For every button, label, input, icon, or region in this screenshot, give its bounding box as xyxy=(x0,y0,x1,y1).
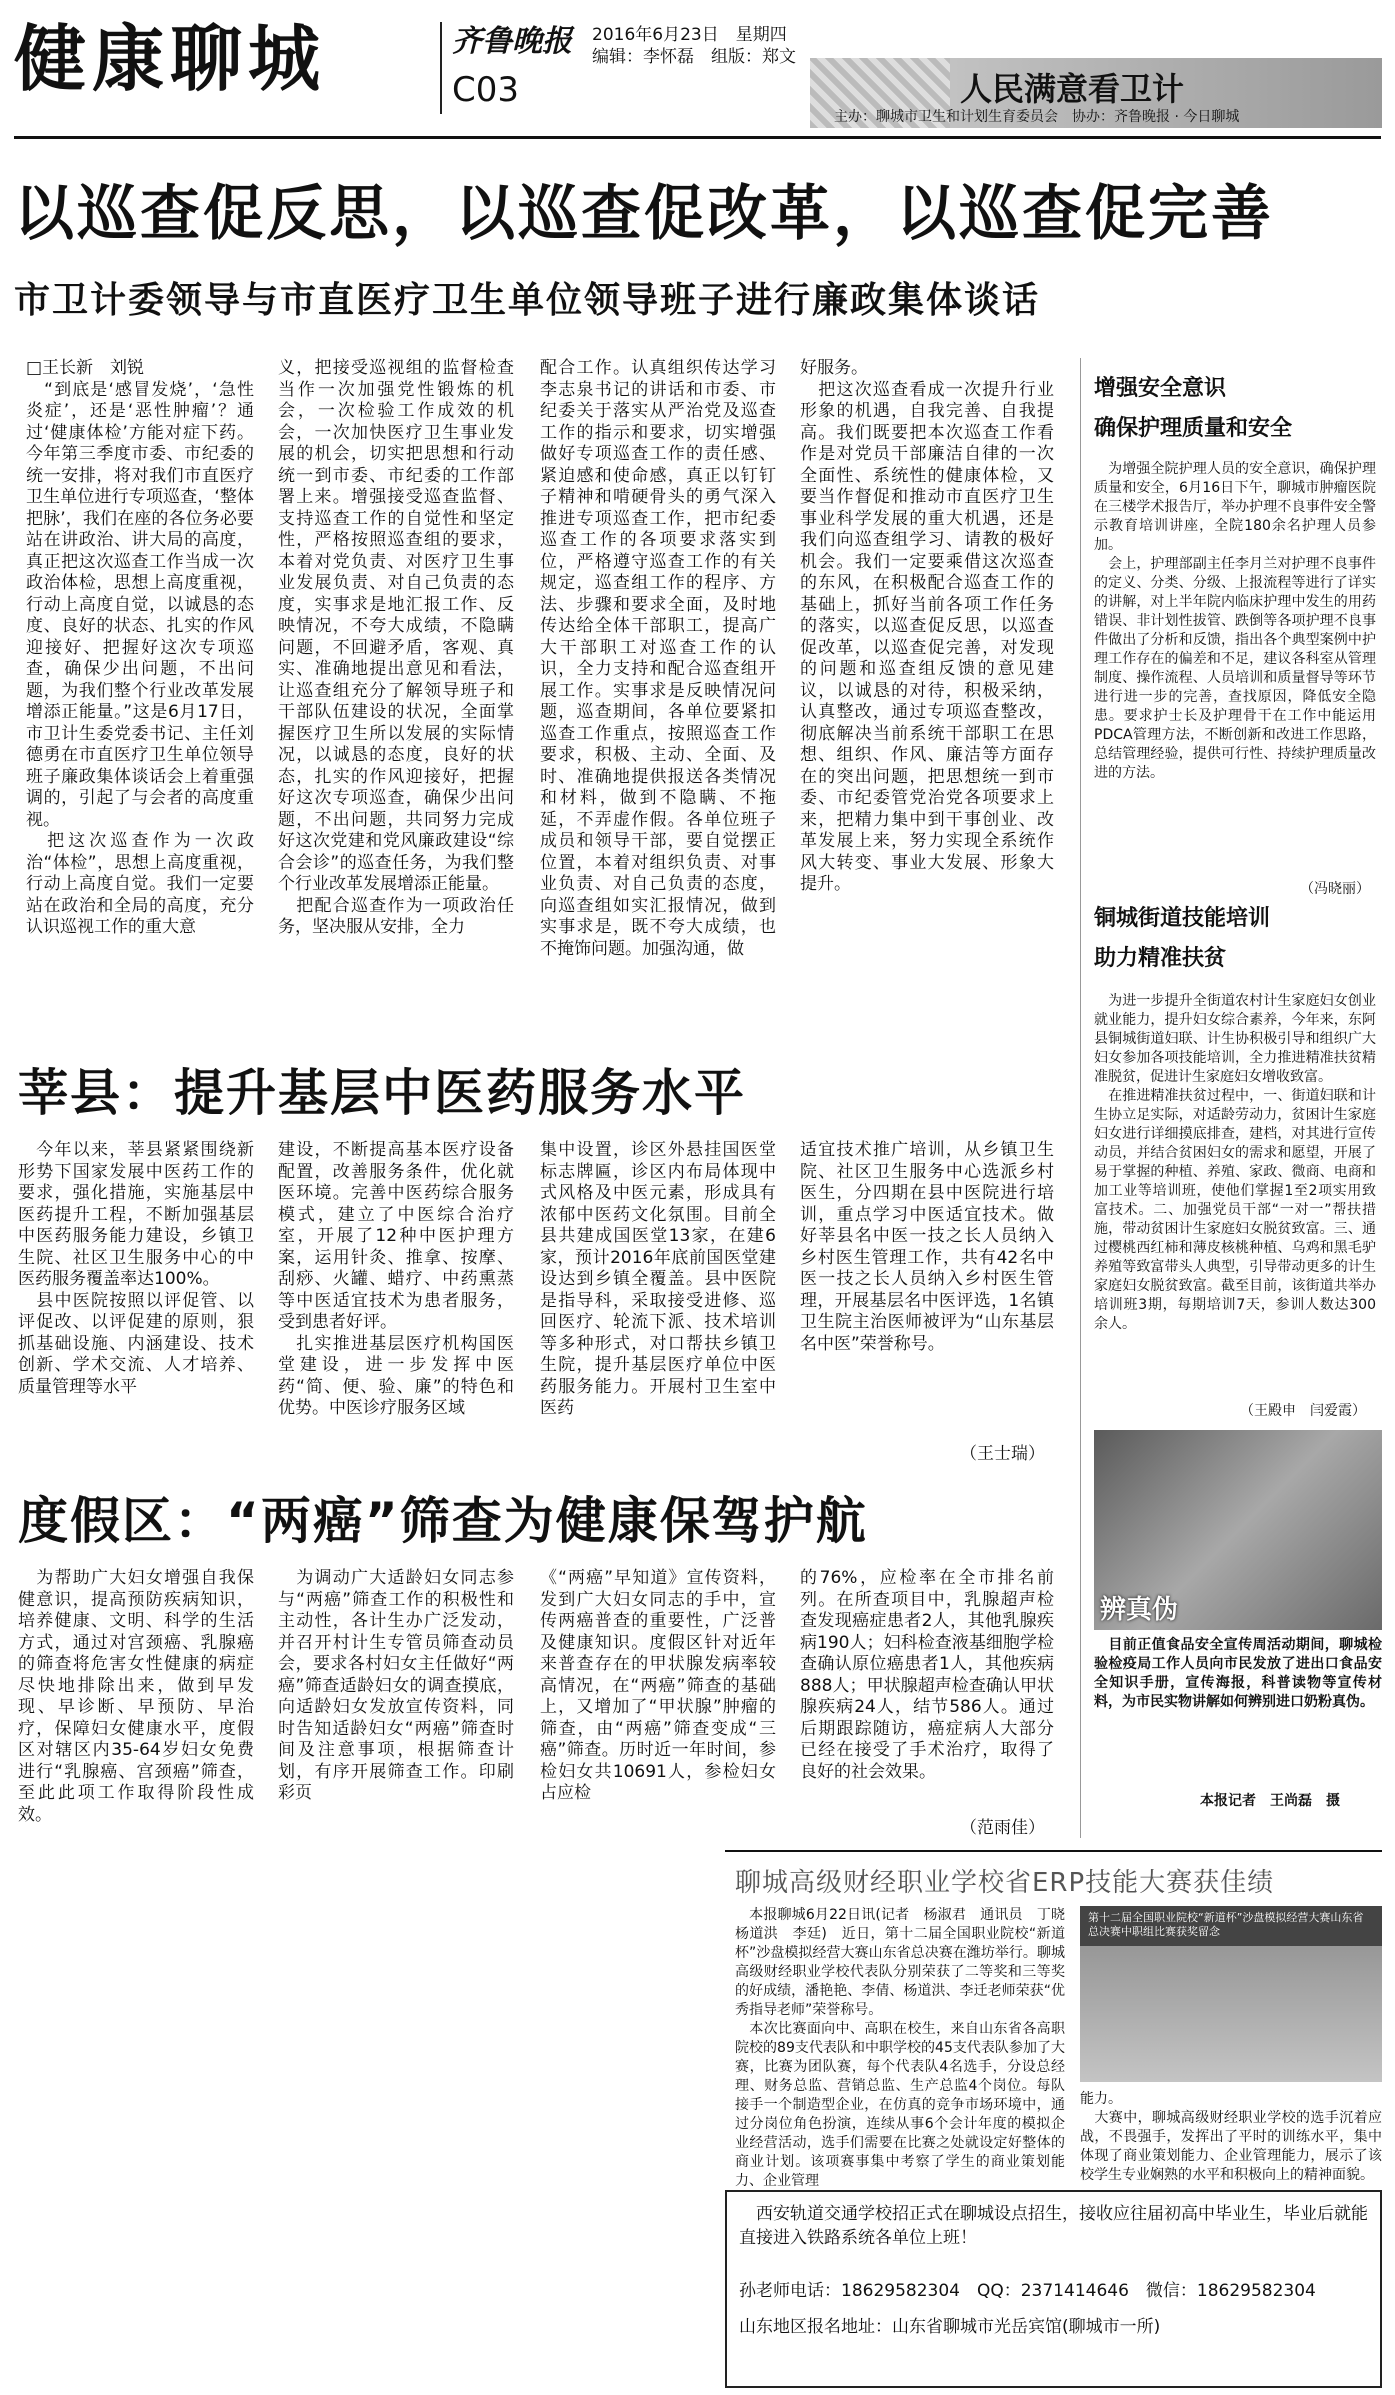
ad-line-1: 西安轨道交通学校招正式在聊城设点招生，接收应往届初高中毕业生，毕业后就能直接进入铁路系统各单位上班！ xyxy=(739,2204,1368,2248)
photo-award-ceremony xyxy=(1080,1906,1382,2082)
masthead-divider xyxy=(440,22,442,114)
side2-body: 为进一步提升全街道农村计生家庭妇女创业就业能力，提升妇女综合素养，今年来，东阿县铜城街道妇联、计生协积极引导和组织广大妇女参加各项技能培训，全力推进精准扶贫精准脱贫，促进计生家庭妇女增收致富。 在推进精准扶贫过程中，一、街道妇联和计生协立足实际，对适龄劳动力，贫困计生家庭妇女进行详细摸底排查，建档，对其进行宣传动员，并结合贫困妇女的需求和愿望，开展了易于掌握的种植、养殖、家政、微商、电商和加工业等培训班，使他们掌握1至2项实用致富技术。二、加强党员干部“一对一”帮扶措施，带动贫困计生家庭妇女脱贫致富。三、通过樱桃西红柿和薄皮核桃种植、乌鸡和黑毛驴养殖等致富带头人典型，引导带动更多的计生家庭妇女脱贫致富。截至目前，该街道共举办培训班3期，每期培训7天，参训人数达300余人。 xyxy=(1094,993,1376,1332)
paper-name: 齐鲁晚报 xyxy=(452,24,572,59)
article2-column-4: 适宜技术推广培训，从乡镇卫生院、社区卫生服务中心选派乡村医生，分四期在县中医院进行培训，重点学习中医适宜技术。做好莘县名中医一技之长人员纳入乡村医生管理工作，共有42名中医一技之长人员纳入乡村医生管理，开展基层名中医评选，1名镇卫生院主治医师被评为“山东基层名中医”荣誉称号。 xyxy=(800,1140,1054,1354)
side1-headline-2: 确保护理质量和安全 xyxy=(1094,416,1293,441)
article3-headline: 度假区：“两癌”筛查为健康保驾护航 xyxy=(18,1492,868,1550)
article2-headline: 莘县：提升基层中医药服务水平 xyxy=(18,1064,746,1122)
article4-rule xyxy=(725,1850,1382,1852)
article3-column-3: 《“两癌”早知道》宣传资料，发到广大妇女同志的手中，宣传两癌普查的重要性，广泛普及健康知识。度假区针对近年来普查存在的甲状腺发病率较高情况，在“两癌”筛查的基础上，又增加了“甲状腺”肿瘤的筛查，由“两癌”筛查变成“三癌”筛查。历时近一年时间，参检妇女共10691人，参检妇女占应检 xyxy=(540,1568,776,1803)
photo-credit: 本报记者 王尚磊 摄 xyxy=(1200,1793,1340,1809)
editor-line: 编辑：李怀磊 组版：郑文 xyxy=(592,47,796,67)
masthead-rule xyxy=(14,136,1381,139)
column-banner xyxy=(810,58,1382,128)
article2-column-3: 集中设置，诊区外悬挂国医堂标志牌匾，诊区内布局体现中式风格及中医元素，形成具有浓郁中医药文化氛围。目前全县共建成国医堂13家，在建6家，预计2016年底前国医堂建设达到乡镇全覆盖。县中医院是指导科，采取接受进修、巡回医疗、轮流下派、技术培训等多种形式，对口帮扶乡镇卫生院，提升基层医疗单位中医药服务能力。开展村卫生室中医药 xyxy=(540,1140,776,1418)
side2-byline: （王殿申 闫爱霞） xyxy=(1240,1403,1366,1419)
publication-date: 2016年6月23日 星期四 xyxy=(592,25,787,45)
article4-right-text: 能力。 大赛中，聊城高级财经职业学校的选手沉着应战，不畏强手，发挥出了平时的训练水平，集中体现了商业策划能力、企业管理能力，展示了该校学生专业娴熟的水平和积极向上的精神面貌。 xyxy=(1080,2091,1382,2183)
page-code: C03 xyxy=(452,70,520,110)
article2-column-2: 建设，不断提高基本医疗设备配置，改善服务条件，优化就医环境。完善中医药综合服务模式，建立了中医综合治疗室，开展了12种中医护理方案，运用针灸、推拿、按摩、刮痧、火罐、蜡疗、中药熏蒸等中医适宜技术为患者服务，受到患者好评。 扎实推进基层医疗机构国医堂建设，进一步发挥中医药“简、便、验、廉”的特色和优势。中医诊疗服务区域 xyxy=(278,1140,514,1418)
photo-caption: 目前正值食品安全宣传周活动期间，聊城检验检疫局工作人员向市民发放了进出口食品安全知识手册，宣传海报，科普读物等宣传材料，为市民实物讲解如何辨别进口奶粉真伪。 xyxy=(1094,1637,1382,1710)
ad-line-3: 山东地区报名地址：山东省聊城市光岳宾馆(聊城市一所) xyxy=(739,2317,1161,2337)
side1-headline-1: 增强安全意识 xyxy=(1094,376,1227,401)
banner-sponsors: 主办：聊城市卫生和计划生育委员会 协办：齐鲁晚报 · 今日聊城 xyxy=(834,109,1240,125)
article3-column-4: 的76%，应检率在全市排名前列。在所查项目中，乳腺超声检查发现癌症患者2人，其他乳腺疾病190人；妇科检查液基细胞学检查确认原位癌患者1人，其他疾病888人；甲状腺超声检查确认甲状腺疾病24人，结节586人。通过后期跟踪随访，癌症病人大部分已经在接受了手术治疗，取得了良好的社会效果。 xyxy=(800,1568,1054,1782)
lead-column-1: □王长新 刘锐 “到底是‘感冒发烧’，‘急性炎症’，还是‘恶性肿瘤’？通过‘健康体检’方能对症下药。今年第三季度市委、市纪委的统一安排，将对我们市直医疗卫生单位进行专项巡查，‘整体把脉’，我们在座的各位务必要站在讲政治、讲大局的高度，真正把这次巡查工作当成一次政治体检，思想上高度重视，行动上高度自觉，以诚恳的态度、良好的状态、扎实的作风迎接好、把握好这次专项巡查，确保少出问题，不出问题，为我们整个行业改革发展增添正能量。”这是6月17日，市卫计生委党委书记、主任刘德勇在市直医疗卫生单位领导班子廉政集体谈话会上着重强调的，引起了与会者的高度重视。 把这次巡查作为一次政治“体检”，思想上高度重视，行动上高度自觉。我们一定要站在政治和全局的高度，充分认识巡视工作的重大意 xyxy=(26,358,254,937)
photo-tag: 辨真伪 xyxy=(1100,1595,1179,1625)
section-title: 健康聊城 xyxy=(14,17,327,101)
side2-headline-1: 铜城街道技能培训 xyxy=(1094,906,1271,931)
article2-byline: （王士瑞） xyxy=(960,1444,1045,1464)
photo-inspection xyxy=(1094,1430,1382,1630)
article4-body: 本报聊城6月22日讯(记者 杨淑君 通讯员 丁晓 杨道洪 李廷) 近日，第十二届全国职业院校“新道杯”沙盘模拟经营大赛山东省总决赛在潍坊举行。聊城高级财经职业学校代表队分别荣获了二等奖和三等奖的好成绩，潘艳艳、李倩、杨道洪、李迁老师荣获“优秀指导老师”荣誉称号。 本次比赛面向中、高职在校生，来自山东省各高职院校的89支代表队和中职学校的45支代表队参加了大赛，比赛为团队赛，每个代表队4名选手，分设总经理、财务总监、营销总监、生产总监4个岗位。每队接手一个制造型企业，在仿真的竞争市场环境中，通过分岗位角色扮演，连续从事6个会计年度的模拟企业经营活动，选手们需要在比赛之处就设定好整体的商业计划。该项赛事集中考察了学生的商业策划能力、企业管理 xyxy=(735,1907,1065,2189)
lead-headline: 以巡查促反思，以巡查促改革，以巡查促完善 xyxy=(14,179,1274,249)
article2-column-1: 今年以来，莘县紧紧围绕新形势下国家发展中医药工作的要求，强化措施，实施基层中医药提升工程，不断加强基层中医药服务能力建设，乡镇卫生院、社区卫生服务中心的中医药服务覆盖率达100%。 县中医院按照以评促管、以评促改、以评促建的原则，狠抓基础设施、内涵建设、技术创新、学术交流、人才培养、质量管理等水平 xyxy=(18,1140,254,1397)
side2-headline-2: 助力精准扶贫 xyxy=(1094,946,1227,971)
article3-byline: （范雨佳） xyxy=(960,1818,1045,1838)
lead-subheadline: 市卫计委领导与市直医疗卫生单位领导班子进行廉政集体谈话 xyxy=(14,280,1041,321)
photo-banner-text: 第十二届全国职业院校“新道杯”沙盘模拟经营大赛山东省总决赛中职组比赛获奖留念 xyxy=(1080,1906,1382,1946)
side1-body: 为增强全院护理人员的安全意识，确保护理质量和安全，6月16日下午，聊城市肿瘤医院在三楼学术报告厅，举办护理不良事件安全警示教育培训讲座，全院180余名护理人员参加。 会上，护理部副主任李月兰对护理不良事件的定义、分类、分级、上报流程等进行了详实的讲解，对上半年院内临床护理中发生的用药错误、非计划性拔管、跌倒等各项护理不良事件做出了分析和反馈，指出各个典型案例中护理工作存在的偏差和不足，建议各科室从管理制度、操作流程、人员培训和质量督导等环节进行进一步的完善，查找原因，降低安全隐患。要求护士长及护理骨干在工作中能运用PDCA管理方法，不断创新和改进工作思路，总结管理经验，提供可行性、持续护理质量改进的方法。 xyxy=(1094,461,1376,781)
article4-headline: 聊城高级财经职业学校省ERP技能大赛获佳绩 xyxy=(735,1868,1275,1898)
article3-column-2: 为调动广大适龄妇女同志参与“两癌”筛查工作的积极性和主动性，各计生办广泛发动，并召开村计生专管员筛查动员会，要求各村妇女主任做好“两癌”筛查适龄妇女的调查摸底，向适龄妇女发放宣传资料，同时告知适龄妇女“两癌”筛查时间及注意事项，根据筛查计划，有序开展筛查工作。印刷彩页 xyxy=(278,1568,514,1803)
side1-byline: （冯晓丽） xyxy=(1300,881,1370,897)
ad-line-2: 孙老师电话：18629582304 QQ：2371414646 微信：18629582304 xyxy=(739,2281,1316,2301)
article3-column-1: 为帮助广大妇女增强自我保健意识，提高预防疾病知识，培养健康、文明、科学的生活方式，通过对宫颈癌、乳腺癌的筛查将危害女性健康的病症尽快地排除出来，做到早发现、早诊断、早预防、早治疗，保障妇女健康水平，度假区对辖区内35-64岁妇女免费进行“乳腺癌、宫颈癌”筛查，至此此项工作取得阶段性成效。 xyxy=(18,1568,254,1825)
sidebar-rule xyxy=(1080,358,1081,1838)
banner-title: 人民满意看卫计 xyxy=(960,70,1185,108)
lead-column-4: 好服务。 把这次巡查看成一次提升行业形象的机遇，自我完善、自我提高。我们既要把本次巡查工作看作是对党员干部廉洁自律的一次全面性、系统性的健康体检，又要当作督促和推动市直医疗卫生事业科学发展的重大机遇，还是我们向巡查组学习、请教的极好机会。我们一定要乘借这次巡查的东风，在积极配合巡查工作的基础上，抓好当前各项工作任务的落实，以巡查促反思，以巡查促改革，以巡查促完善，对发现的问题和巡查组反馈的意见建议，以诚恳的对待，积极采纳，认真整改，通过专项巡查整改，彻底解决当前系统干部职工在思想、组织、作风、廉洁等方面存在的突出问题，把思想统一到市委、市纪委管党治党各项要求上来，把精力集中到干事创业、改革发展上来，努力实现全系统作风大转变、事业大发展、形象大提升。 xyxy=(800,358,1054,894)
lead-column-2: 义，把接受巡视组的监督检查当作一次加强党性锻炼的机会，一次检验工作成效的机会，一次加快医疗卫生事业发展的机会，切实把思想和行动统一到市委、市纪委的工作部署上来。增强接受巡查监督、支持巡查工作的自觉性和坚定性，严格按照巡查组的要求，本着对党负责、对医疗卫生事业发展负责、对自己负责的态度，实事求是地汇报工作、反映情况，不夸大成绩，不隐瞒问题，不回避矛盾，客观、真实、准确地提出意见和看法，让巡查组充分了解领导班子和干部队伍建设的状况，全面掌握医疗卫生所以发展的实际情况，以诚恳的态度，良好的状态，扎实的作风迎接好，把握好这次专项巡查，确保少出问题，不出问题，共同努力完成好这次党建和党风廉政建设“综合会诊”的巡查任务，为我们整个行业改革发展增添正能量。 把配合巡查作为一项政治任务，坚决服从安排，全力 xyxy=(278,358,514,937)
recruitment-ad xyxy=(725,2190,1382,2388)
lead-column-3: 配合工作。认真组织传达学习李志泉书记的讲话和市委、市纪委关于落实从严治党及巡查工作的指示和要求，切实增强做好专项巡查工作的责任感、紧迫感和使命感，真正以钉钉子精神和啃硬骨头的勇气深入推进专项巡查工作，把市纪委巡查工作的各项要求落实到位，严格遵守巡查工作的有关规定，巡查组工作的程序、方法、步骤和要求全面，及时地传达给全体干部职工，提高广大干部职工对巡查工作的认识，全力支持和配合巡查组开展工作。实事求是反映情况问题，巡查期间，各单位要紧扣巡查工作重点，按照巡查工作要求，积极、主动、全面、及时、准确地提供报送各类情况和材料，做到不隐瞒、不拖延，不弄虚作假。各单位班子成员和领导干部，要自觉摆正位置，本着对组织负责、对事业负责、对自己负责的态度，向巡查组如实汇报情况，做到实事求是，既不夸大成绩，也不掩饰问题。加强沟通，做 xyxy=(540,358,776,959)
